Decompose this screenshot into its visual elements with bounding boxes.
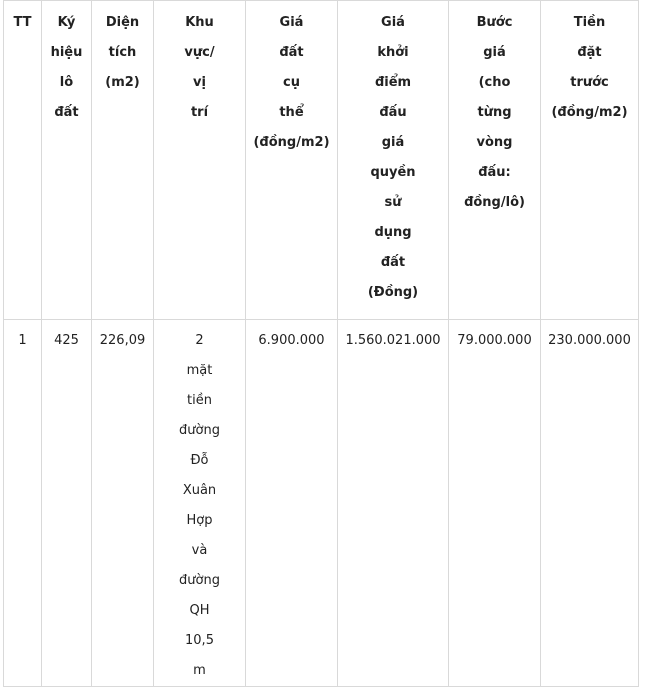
cell-khu-vuc [154, 320, 246, 687]
cell-gia-khoi-diem: 1.560.021.000 [338, 320, 449, 687]
header-buoc-gia: Bước giá (cho từng vòng đấu: đồng/lô) [449, 1, 541, 320]
cell-tien-dat-truoc: 230.000.000 [541, 320, 639, 687]
cell-dien-tich: 226,09 [92, 320, 154, 687]
cell-gia-dat: 6.900.000 [246, 320, 338, 687]
header-gia-dat: Giá đất cụ thể (đồng/m2) [246, 1, 338, 320]
land-auction-table [3, 0, 639, 687]
cell-ky-hieu: 425 [42, 320, 92, 687]
cell-tt: 1 [4, 320, 42, 687]
header-tt: TT [4, 1, 42, 320]
khu-vuc-text: 2 mặt tiền đường Đỗ Xuân Hợp và đường QH 10,5 m [179, 333, 220, 678]
header-khu-vuc: Khu vực/ vị trí [154, 1, 246, 320]
header-gia-khoi-diem: Giá khởi điểm đấu giá quyền sử dụng đất (Đồng) [338, 1, 449, 320]
header-row [4, 1, 639, 320]
header-ky-hieu: Ký hiệu lô đất [42, 1, 92, 320]
table-row [4, 320, 639, 687]
cell-buoc-gia: 79.000.000 [449, 320, 541, 687]
header-dien-tich: Diện tích (m2) [92, 1, 154, 320]
header-tien-dat-truoc: Tiền đặt trước (đồng/m2) [541, 1, 639, 320]
